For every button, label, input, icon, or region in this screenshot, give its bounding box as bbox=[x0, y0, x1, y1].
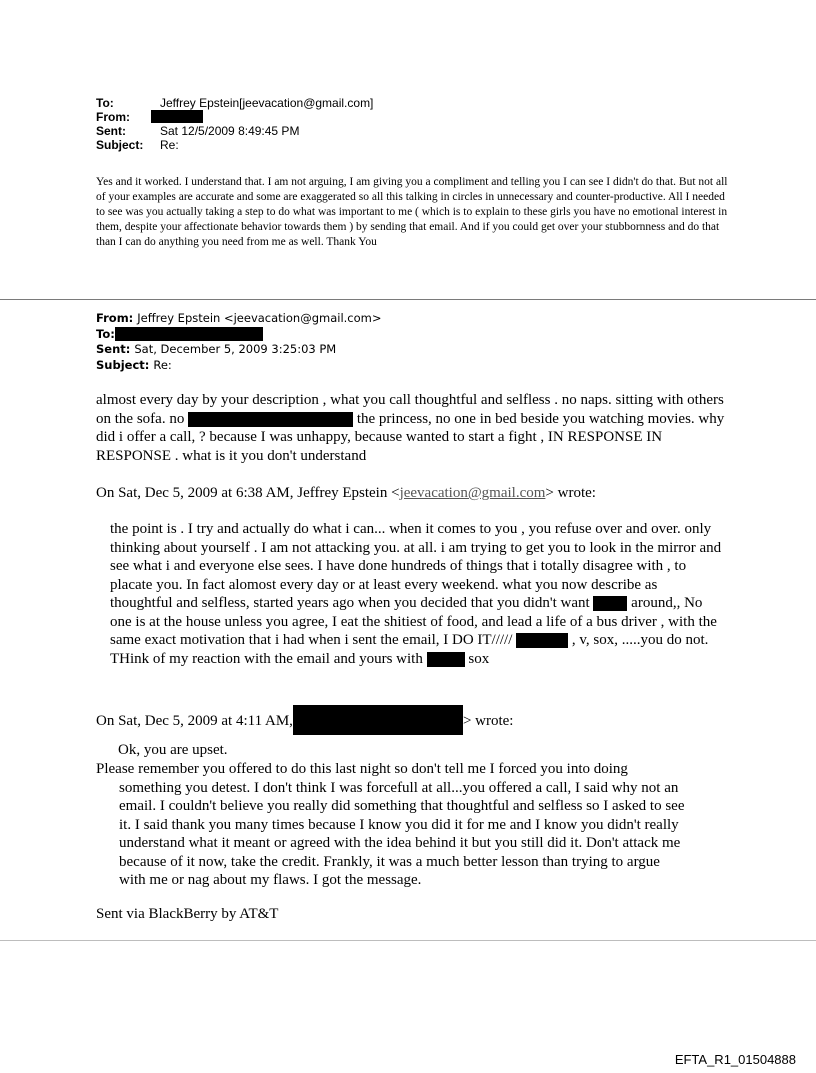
quote-prefix: On Sat, Dec 5, 2009 at 4:11 AM, bbox=[96, 713, 293, 729]
sent-value: Sat 12/5/2009 8:49:45 PM bbox=[160, 124, 300, 138]
to-label: To: bbox=[96, 96, 114, 110]
redaction-block bbox=[516, 633, 568, 648]
redaction-block bbox=[593, 596, 627, 611]
body-text: the princess, no one in bed beside you watching movies. why did i offer a call, ? because I was unhappy, because wanted to start a fight , IN RESPONSE IN RESPONSE . what is it you don't understand bbox=[96, 410, 725, 464]
email-body-2 bbox=[96, 391, 736, 465]
from-value: Jeffrey Epstein <jeevacation@gmail.com> bbox=[137, 311, 382, 325]
to-row bbox=[96, 327, 382, 343]
message-line: Please remember you offered to do this last night so don't tell me I forced you into doing bbox=[96, 761, 628, 777]
sent-value: Sat, December 5, 2009 3:25:03 PM bbox=[134, 342, 337, 356]
message-line: something you detest. I don't think I was forcefull at all...you offered a call, I said why not an bbox=[119, 779, 679, 796]
redaction-block bbox=[427, 652, 465, 667]
divider bbox=[0, 299, 816, 300]
subject-label: Subject: bbox=[96, 357, 150, 372]
email-header-1 bbox=[96, 96, 373, 152]
divider bbox=[0, 940, 816, 941]
email-link[interactable]: jeevacation@gmail.com bbox=[399, 485, 546, 501]
subject-label: Subject: bbox=[96, 138, 144, 152]
sent-row bbox=[96, 342, 382, 358]
document-id: EFTA_R1_01504888 bbox=[674, 1052, 796, 1067]
body-text: almost every day by your description , what you call thoughtful and selfless . no naps. sitting with others on the sofa. no bbox=[96, 392, 724, 427]
subject-row bbox=[96, 138, 373, 152]
subject-value: Re: bbox=[160, 138, 179, 152]
subject-row bbox=[96, 358, 382, 374]
to-label: To: bbox=[96, 326, 115, 341]
from-label: From: bbox=[96, 311, 134, 325]
message-text: , v, sox, .....you do not. THink of my reaction with the email and yours with bbox=[110, 632, 709, 667]
quote-suffix: > wrote: bbox=[545, 485, 596, 501]
email-body-1: Yes and it worked. I understand that. I am not arguing, I am giving you a compliment and telling you I can see I didn't do that. But not all of your examples are accurate and some are exaggerated so all this talking in circles in unnecessary and counter-productive. All I needed to see was you actually taking a step to do what was important to me ( which is to explain to these girls you have no emotional interest in them, despite your affectionate behavior towards them ) by sending that email. And if you could get over your stubbornness and do that than I can do anything you need from me as well. Thank You bbox=[96, 176, 728, 248]
quoted-message-2 bbox=[96, 760, 716, 890]
to-row bbox=[96, 96, 373, 110]
quote-suffix: > wrote: bbox=[462, 713, 514, 729]
message-text: around,, No one is at the house unless you agree, I eat the shitiest of food, and lead a life of a bus driver , with the same exact motivation that i had when i sent the email, I DO IT///// bbox=[110, 595, 717, 648]
quoted-message-2-opening: Ok, you are upset. bbox=[118, 742, 228, 758]
quote-header-1 bbox=[96, 484, 736, 503]
sent-label: Sent: bbox=[96, 342, 131, 356]
email-header-2 bbox=[96, 311, 382, 373]
message-line: understand what it meant or agreed with the idea behind it but you still did it. Don't attack me bbox=[119, 835, 681, 851]
message-line: it. I said thank you many times because I know you did it for me and I know you didn't really bbox=[119, 816, 679, 833]
quote-prefix: On Sat, Dec 5, 2009 at 6:38 AM, Jeffrey Epstein < bbox=[96, 485, 400, 501]
message-line: email. I couldn't believe you really did something that thoughtful and selfless so I asked to see bbox=[119, 798, 685, 814]
message-text: sox bbox=[468, 650, 490, 667]
signature: Sent via BlackBerry by AT&T bbox=[96, 906, 279, 922]
redaction-block bbox=[188, 412, 353, 427]
from-label: From: bbox=[96, 110, 130, 124]
redaction-block bbox=[151, 110, 203, 123]
subject-value: Re: bbox=[153, 357, 172, 372]
from-row bbox=[96, 110, 373, 124]
quote-header-2 bbox=[96, 705, 736, 735]
to-value: Jeffrey Epstein[jeevacation@gmail.com] bbox=[160, 96, 374, 110]
from-row bbox=[96, 311, 382, 327]
sent-row bbox=[96, 124, 373, 138]
message-line: with me or nag about my flaws. I got the message. bbox=[119, 872, 422, 888]
quoted-message-1 bbox=[110, 520, 722, 668]
redaction-block bbox=[293, 705, 463, 735]
message-text: the point is . I try and actually do what i can... when it comes to you , you refuse over and over. only thinking about yourself . I am not attacking you. at all. i am trying to get you to look in the mirror and see what i and everyone else sees. I have done hundreds of things that i totally disagree with , to placate you. In fact alomost every day or at least every weekend. what you now describe as thoughtful and selfless, started years ago when you decided that you didn't want bbox=[110, 521, 722, 611]
sent-label: Sent: bbox=[96, 124, 126, 138]
message-line: because of it now, take the credit. Frankly, it was a much better lesson than trying to argue bbox=[119, 853, 660, 870]
redaction-block bbox=[115, 327, 263, 341]
